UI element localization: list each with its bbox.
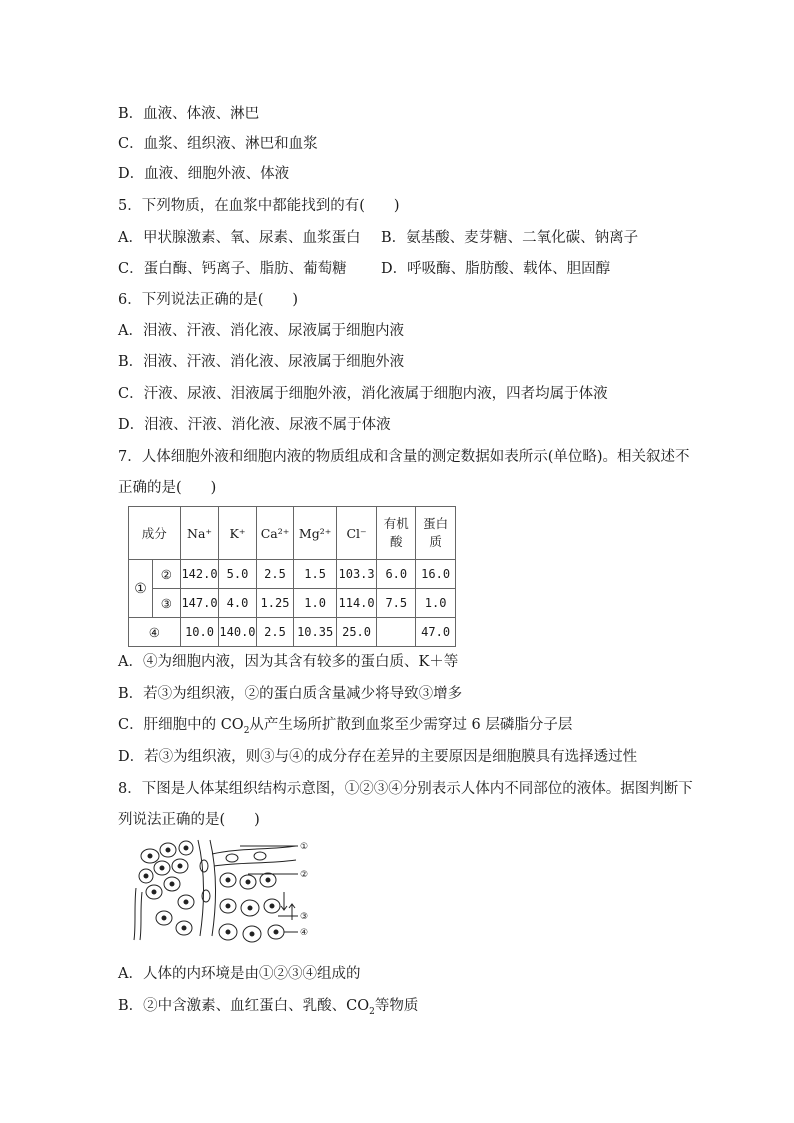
table-header-cell: Na⁺ (180, 507, 219, 560)
q5-option-d: D．呼吸酶、脂肪酸、载体、胆固醇 (381, 261, 611, 277)
table-cell: 5.0 (219, 560, 256, 589)
figure-label: ③ (300, 912, 309, 922)
q7-option-b: B．若③为组织液，②的蛋白质含量减少将导致③增多 (118, 686, 463, 702)
table-header-cell: Ca²⁺ (256, 507, 294, 560)
table-row (129, 560, 456, 589)
table-cell: 2.5 (256, 560, 294, 589)
q8-option-a: A．人体的内环境是由①②③④组成的 (118, 966, 361, 982)
q7-stem-line1: 7．人体细胞外液和细胞内液的物质组成和含量的测定数据如表所示(单位略)。相关叙述不 (118, 449, 690, 465)
q6-stem: 6．下列说法正确的是( ) (118, 292, 299, 308)
option-c-prev: C．血浆、组织液、淋巴和血浆 (118, 136, 318, 152)
table-cell: 1.25 (256, 589, 294, 618)
table-cell: 114.0 (336, 589, 377, 618)
q5-option-b: B．氨基酸、麦芽糖、二氧化碳、钠离子 (381, 230, 639, 246)
figure-label: ② (300, 870, 309, 880)
figure-label: ① (300, 842, 309, 852)
table-cell: 10.0 (180, 618, 219, 647)
group-label-cell: ① (129, 560, 153, 618)
option-b-prev: B．血液、体液、淋巴 (118, 106, 260, 122)
q6-option-b: B．泪液、汗液、消化液、尿液属于细胞外液 (118, 354, 405, 370)
q7-stem-line2: 正确的是( ) (118, 480, 217, 496)
table-cell: 1.0 (416, 589, 456, 618)
row-label-cell: ④ (129, 618, 181, 647)
table-header-row (129, 507, 456, 560)
table-cell: 16.0 (416, 560, 456, 589)
table-header-cell: 蛋白质 (416, 507, 456, 560)
table-header-cell: 有机酸 (377, 507, 416, 560)
table-cell: 140.0 (219, 618, 256, 647)
row-label-cell: ③ (153, 589, 181, 618)
q8-option-b: B．②中含激素、血红蛋白、乳酸、$CO_2$等物质 (118, 998, 419, 1017)
q8-stem-line2: 列说法正确的是( ) (118, 812, 260, 828)
table-header-cell: Mg²⁺ (294, 507, 336, 560)
q7-option-c: C．肝细胞中的 $CO_2$从产生场所扩散到血浆至少需穿过 6 层磷脂分子层 (118, 717, 573, 736)
q6-option-a: A．泪液、汗液、消化液、尿液属于细胞内液 (118, 323, 404, 339)
table-cell: 147.0 (180, 589, 219, 618)
q7-option-a: A．④为细胞内液，因为其含有较多的蛋白质、K＋等 (118, 654, 459, 670)
table-cell: 47.0 (416, 618, 456, 647)
q5-stem: 5．下列物质，在血浆中都能找到的有( ) (118, 198, 400, 214)
table-cell: 1.0 (294, 589, 336, 618)
q6-option-c: C．汗液、尿液、泪液属于细胞外液，消化液属于细胞内液，四者均属于体液 (118, 386, 608, 402)
table-cell: 10.35 (294, 618, 336, 647)
table-header-cell: Cl⁻ (336, 507, 377, 560)
table-cell: 142.0 (180, 560, 219, 589)
option-d-prev: D．血液、细胞外液、体液 (118, 166, 290, 182)
table-header-cell: 成分 (129, 507, 181, 560)
row-label-cell: ② (153, 560, 181, 589)
table-cell: 7.5 (377, 589, 416, 618)
figure-label: ④ (300, 928, 309, 938)
q8-stem-line1: 8．下图是人体某组织结构示意图，①②③④分别表示人体内不同部位的液体。据图判断下 (118, 781, 693, 797)
table-cell: 6.0 (377, 560, 416, 589)
composition-table (128, 506, 456, 647)
table-cell: 25.0 (336, 618, 377, 647)
q5-option-a: A．甲状腺激素、氧、尿素、血浆蛋白 (118, 230, 361, 246)
tissue-structure-diagram (128, 836, 320, 948)
table-cell: 1.5 (294, 560, 336, 589)
q7-option-d: D．若③为组织液，则③与④的成分存在差异的主要原因是细胞膜具有选择透过性 (118, 749, 638, 765)
table-row (129, 589, 456, 618)
table-cell (377, 618, 416, 647)
q6-option-d: D．泪液、汗液、消化液、尿液不属于体液 (118, 417, 391, 433)
table-row (129, 618, 456, 647)
table-cell: 4.0 (219, 589, 256, 618)
table-cell: 103.3 (336, 560, 377, 589)
table-header-cell: K⁺ (219, 507, 256, 560)
table-cell: 2.5 (256, 618, 294, 647)
q5-option-c: C．蛋白酶、钙离子、脂肪、葡萄糖 (118, 261, 347, 277)
